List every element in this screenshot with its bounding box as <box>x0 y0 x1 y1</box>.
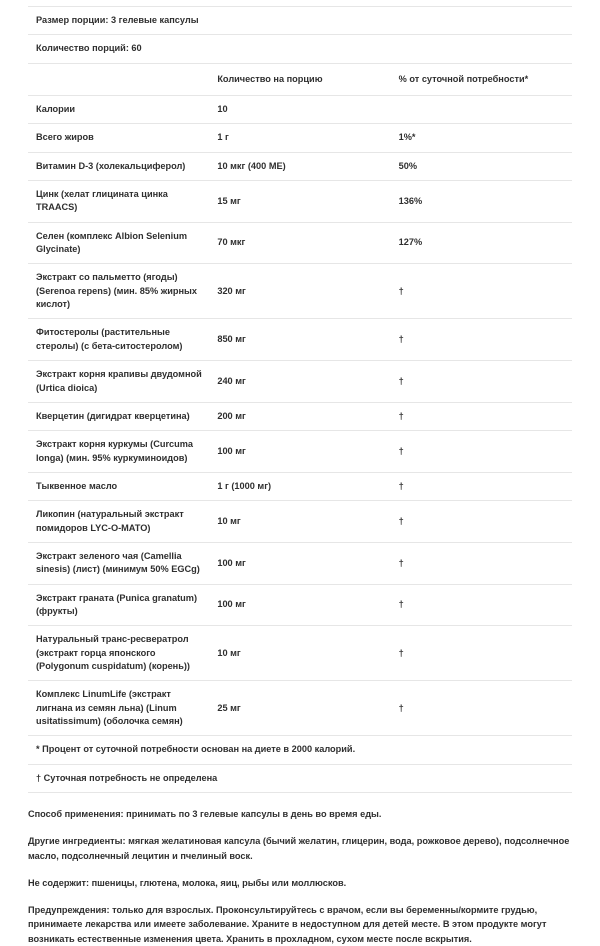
nutrient-daily-value: † <box>391 501 572 543</box>
product-notes <box>28 807 572 946</box>
nutrient-name: Тыквенное масло <box>28 472 209 500</box>
servings-per-container-row <box>28 35 572 63</box>
supplement-facts-body <box>28 7 572 793</box>
nutrient-daily-value: † <box>391 361 572 403</box>
other-ingredients-text: Другие ингредиенты: мягкая желатиновая капсула (бычий желатин, глицерин, вода, рожковое дерево), подсолнечное масло, подсолнечный лецитин и пчелиный воск. <box>28 836 570 861</box>
column-header-amount-per-serving: Количество на порцию <box>209 63 390 95</box>
nutrient-row <box>28 152 572 180</box>
warnings-text: Предупреждения: только для взрослых. Проконсультируйтесь с врачом, если вы беременны/кормите грудью, принимаете лекарства или имеете заболевание. Храните в недоступном для детей месте. В этом продукте могут возникать естественные изменения цвета. Хранить в прохладном, сухом месте после вскрытия. <box>28 905 547 944</box>
nutrient-amount: 25 мг <box>209 681 390 736</box>
footnote-row-percent <box>28 736 572 764</box>
nutrient-name: Витамин D-3 (холекальциферол) <box>28 152 209 180</box>
directions-text: Способ применения: принимать по 3 гелевые капсулы в день во время еды. <box>28 809 382 820</box>
table-header-row <box>28 63 572 95</box>
nutrient-amount: 10 мг <box>209 501 390 543</box>
column-header-name <box>28 63 209 95</box>
nutrient-name: Натуральный транс-ресвератрол (экстракт горца японского (Polygonum cuspidatum) (корень)) <box>28 626 209 681</box>
nutrient-row <box>28 501 572 543</box>
nutrient-amount: 1 г <box>209 124 390 152</box>
serving-size-label: Размер порции: 3 гелевые капсулы <box>28 7 572 35</box>
nutrient-amount: 15 мг <box>209 181 390 223</box>
nutrient-name: Фитостеролы (растительные стеролы) (с бета-ситостеролом) <box>28 319 209 361</box>
nutrient-name: Кверцетин (дигидрат кверцетина) <box>28 402 209 430</box>
nutrient-daily-value: † <box>391 264 572 319</box>
nutrient-amount: 320 мг <box>209 264 390 319</box>
nutrient-name: Комплекс LinumLife (экстракт лигнана из семян льна) (Linum usitatissimum) (оболочка семян) <box>28 681 209 736</box>
footnote-daily-value-not-established: † Суточная потребность не определена <box>28 764 572 792</box>
nutrient-amount: 100 мг <box>209 431 390 473</box>
nutrient-amount: 10 мкг (400 МЕ) <box>209 152 390 180</box>
nutrient-amount: 10 мг <box>209 626 390 681</box>
nutrient-name: Селен (комплекс Albion Selenium Glycinate) <box>28 222 209 264</box>
supplement-facts-page <box>0 6 600 944</box>
nutrient-name: Цинк (хелат глицината цинка TRAACS) <box>28 181 209 223</box>
column-header-percent-daily-value: % от суточной потребности* <box>391 63 572 95</box>
nutrient-name: Экстракт со пальметто (ягоды) (Serenoa repens) (мин. 85% жирных кислот) <box>28 264 209 319</box>
nutrient-row <box>28 319 572 361</box>
nutrient-name: Экстракт корня куркумы (Curcuma longa) (мин. 95% куркуминоидов) <box>28 431 209 473</box>
nutrient-row <box>28 96 572 124</box>
nutrient-row <box>28 222 572 264</box>
nutrient-row <box>28 431 572 473</box>
supplement-facts-table <box>28 6 572 793</box>
nutrient-amount: 1 г (1000 мг) <box>209 472 390 500</box>
nutrient-amount: 240 мг <box>209 361 390 403</box>
nutrient-daily-value: † <box>391 584 572 626</box>
nutrient-row <box>28 681 572 736</box>
nutrient-daily-value: † <box>391 542 572 584</box>
nutrient-row <box>28 472 572 500</box>
nutrient-name: Экстракт граната (Punica granatum) (фрукты) <box>28 584 209 626</box>
nutrient-daily-value: † <box>391 319 572 361</box>
nutrient-row <box>28 361 572 403</box>
nutrient-amount: 200 мг <box>209 402 390 430</box>
nutrient-row <box>28 584 572 626</box>
nutrient-name: Экстракт зеленого чая (Camellia sinesis) (лист) (минимум 50% EGCg) <box>28 542 209 584</box>
nutrient-amount: 10 <box>209 96 390 124</box>
nutrient-row <box>28 542 572 584</box>
nutrient-row <box>28 124 572 152</box>
nutrient-daily-value: 1%* <box>391 124 572 152</box>
nutrient-daily-value <box>391 96 572 124</box>
footnote-row-dagger <box>28 764 572 792</box>
nutrient-amount: 70 мкг <box>209 222 390 264</box>
servings-per-container-label: Количество порций: 60 <box>28 35 572 63</box>
nutrient-daily-value: † <box>391 431 572 473</box>
nutrient-row <box>28 626 572 681</box>
nutrient-amount: 100 мг <box>209 584 390 626</box>
nutrient-daily-value: † <box>391 626 572 681</box>
nutrient-name: Ликопин (натуральный экстракт помидоров LYC-O-MATO) <box>28 501 209 543</box>
nutrient-amount: 850 мг <box>209 319 390 361</box>
nutrient-daily-value: 50% <box>391 152 572 180</box>
allergen-free-text: Не содержит: пшеницы, глютена, молока, яиц, рыбы или моллюсков. <box>28 877 347 888</box>
nutrient-amount: 100 мг <box>209 542 390 584</box>
nutrient-daily-value: 127% <box>391 222 572 264</box>
nutrient-daily-value: 136% <box>391 181 572 223</box>
nutrient-name: Калории <box>28 96 209 124</box>
nutrient-daily-value: † <box>391 681 572 736</box>
nutrient-daily-value: † <box>391 402 572 430</box>
nutrient-daily-value: † <box>391 472 572 500</box>
nutrient-row <box>28 402 572 430</box>
nutrient-name: Всего жиров <box>28 124 209 152</box>
footnote-percent-daily-value: * Процент от суточной потребности основан на диете в 2000 калорий. <box>28 736 572 764</box>
nutrient-row <box>28 181 572 223</box>
serving-size-row <box>28 7 572 35</box>
nutrient-name: Экстракт корня крапивы двудомной (Urtica dioica) <box>28 361 209 403</box>
nutrient-row <box>28 264 572 319</box>
